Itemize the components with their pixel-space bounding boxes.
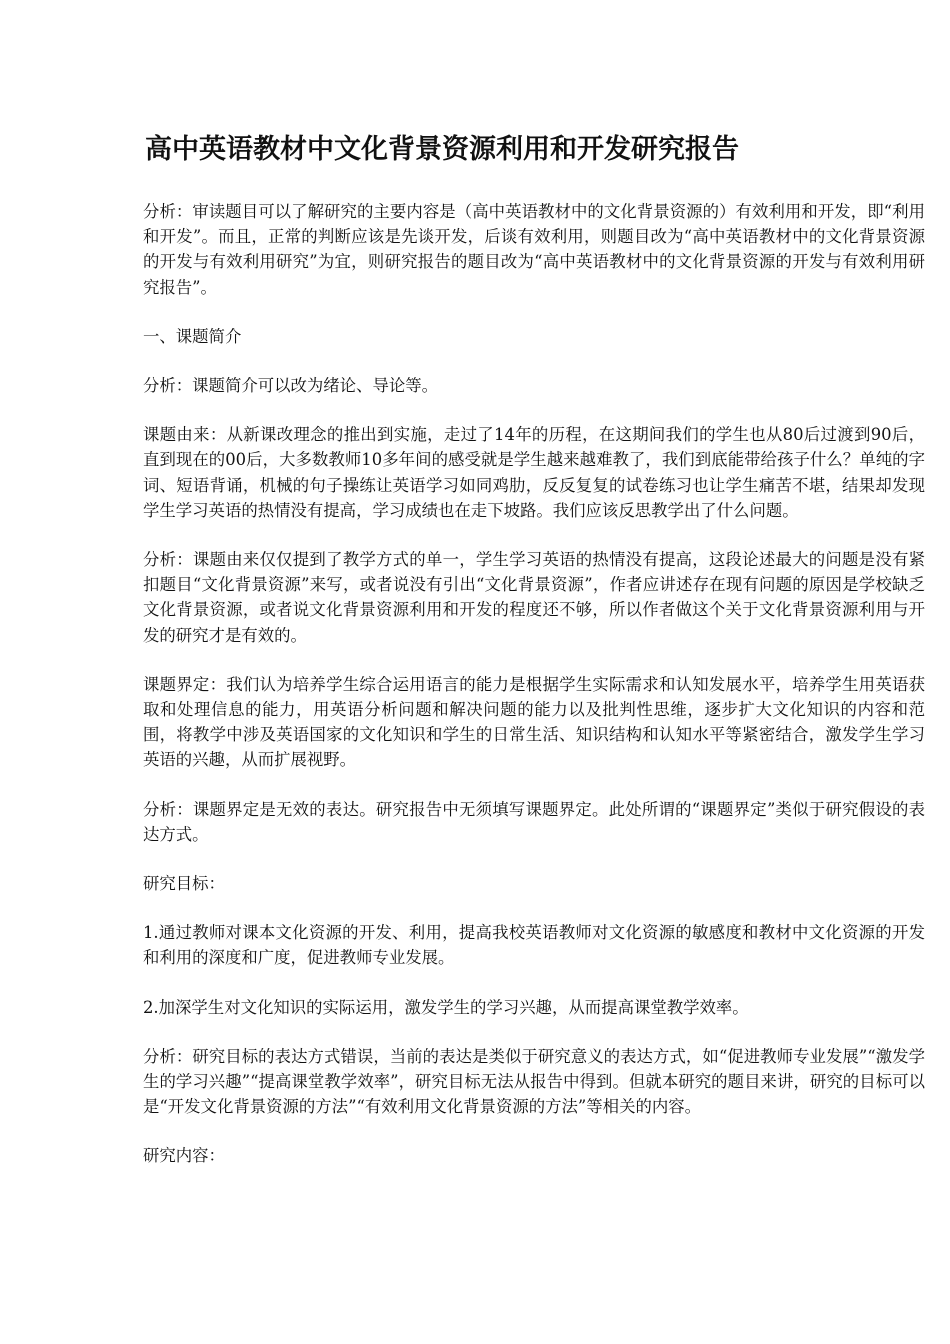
- section-heading-goals: 研究目标：: [143, 874, 225, 894]
- paragraph-topic-definition: 课题界定：我们认为培养学生综合运用语言的能力是根据学生实际需求和认知发展水平，培养学生用英语获取和处理信息的能力，用英语分析问题和解决问题的能力以及批判性思维，逐步扩大文化知识的内容和范围，将教学中涉及英语国家的文化知识和学生的日常生活、知识结构和认知水平等紧密结合，激发学生学习英语的兴趣，从而扩展视野。: [143, 674, 925, 770]
- paragraph-intro-analysis: 分析：课题简介可以改为绪论、导论等。: [143, 376, 439, 396]
- paragraph-definition-analysis: 分析：课题界定是无效的表达。研究报告中无须填写课题界定。此处所谓的“课题界定”类似于研究假设的表达方式。: [143, 799, 925, 844]
- section-heading-intro: 一、课题简介: [143, 326, 242, 346]
- paragraph-origin-analysis: 分析：课题由来仅仅提到了教学方式的单一，学生学习英语的热情没有提高，这段论述最大的问题是没有紧扣题目“文化背景资源”来写，或者说没有引出“文化背景资源”，作者应讲述存在现有问题的原因是学校缺乏文化背景资源，或者说文化背景资源利用和开发的程度还不够，所以作者做这个关于文化背景资源利用与开发的研究才是有效的。: [143, 550, 925, 645]
- list-item-goal-2: 2.加深学生对文化知识的实际运用，激发学生的学习兴趣，从而提高课堂教学效率。: [143, 997, 749, 1017]
- paragraph-topic-origin: 课题由来：从新课改理念的推出到实施，走过了14年的历程，在这期间我们的学生也从80后过渡到90后，直到现在的00后，大多数教师10多年间的感受就是学生越来越难教了，我们到底能带给孩子什么？单纯的字词、短语背诵，机械的句子操练让英语学习如同鸡肋，反反复复的试卷练习也让学生痛苦不堪，结果却发现学生学习英语的热情没有提高，学习成绩也在走下坡路。我们应该反思教学出了什么问题。: [143, 425, 925, 520]
- paragraph-title-analysis: 分析：审读题目可以了解研究的主要内容是（高中英语教材中的文化背景资源的）有效利用和开发，即“利用和开发”。而且，正常的判断应该是先谈开发，后谈有效利用，则题目改为“高中英语教材中的文化背景资源的开发与有效利用研究”为宜，则研究报告的题目改为“高中英语教材中的文化背景资源的开发与有效利用研究报告”。: [143, 202, 925, 297]
- document-body: [143, 199, 925, 1193]
- document-title: 高中英语教材中文化背景资源利用和开发研究报告: [145, 134, 739, 165]
- paragraph-goals-analysis: 分析：研究目标的表达方式错误，当前的表达是类似于研究意义的表达方式，如“促进教师专业发展”“激发学生的学习兴趣”“提高课堂教学效率”，研究目标无法从报告中得到。但就本研究的题目来讲，研究的目标可以是“开发文化背景资源的方法”“有效利用文化背景资源的方法”等相关的内容。: [143, 1046, 925, 1117]
- section-heading-content: 研究内容：: [143, 1146, 225, 1166]
- list-item-goal-1: 1.通过教师对课本文化资源的开发、利用，提高我校英语教师对文化资源的敏感度和教材中文化资源的开发和利用的深度和广度，促进教师专业发展。: [143, 923, 925, 968]
